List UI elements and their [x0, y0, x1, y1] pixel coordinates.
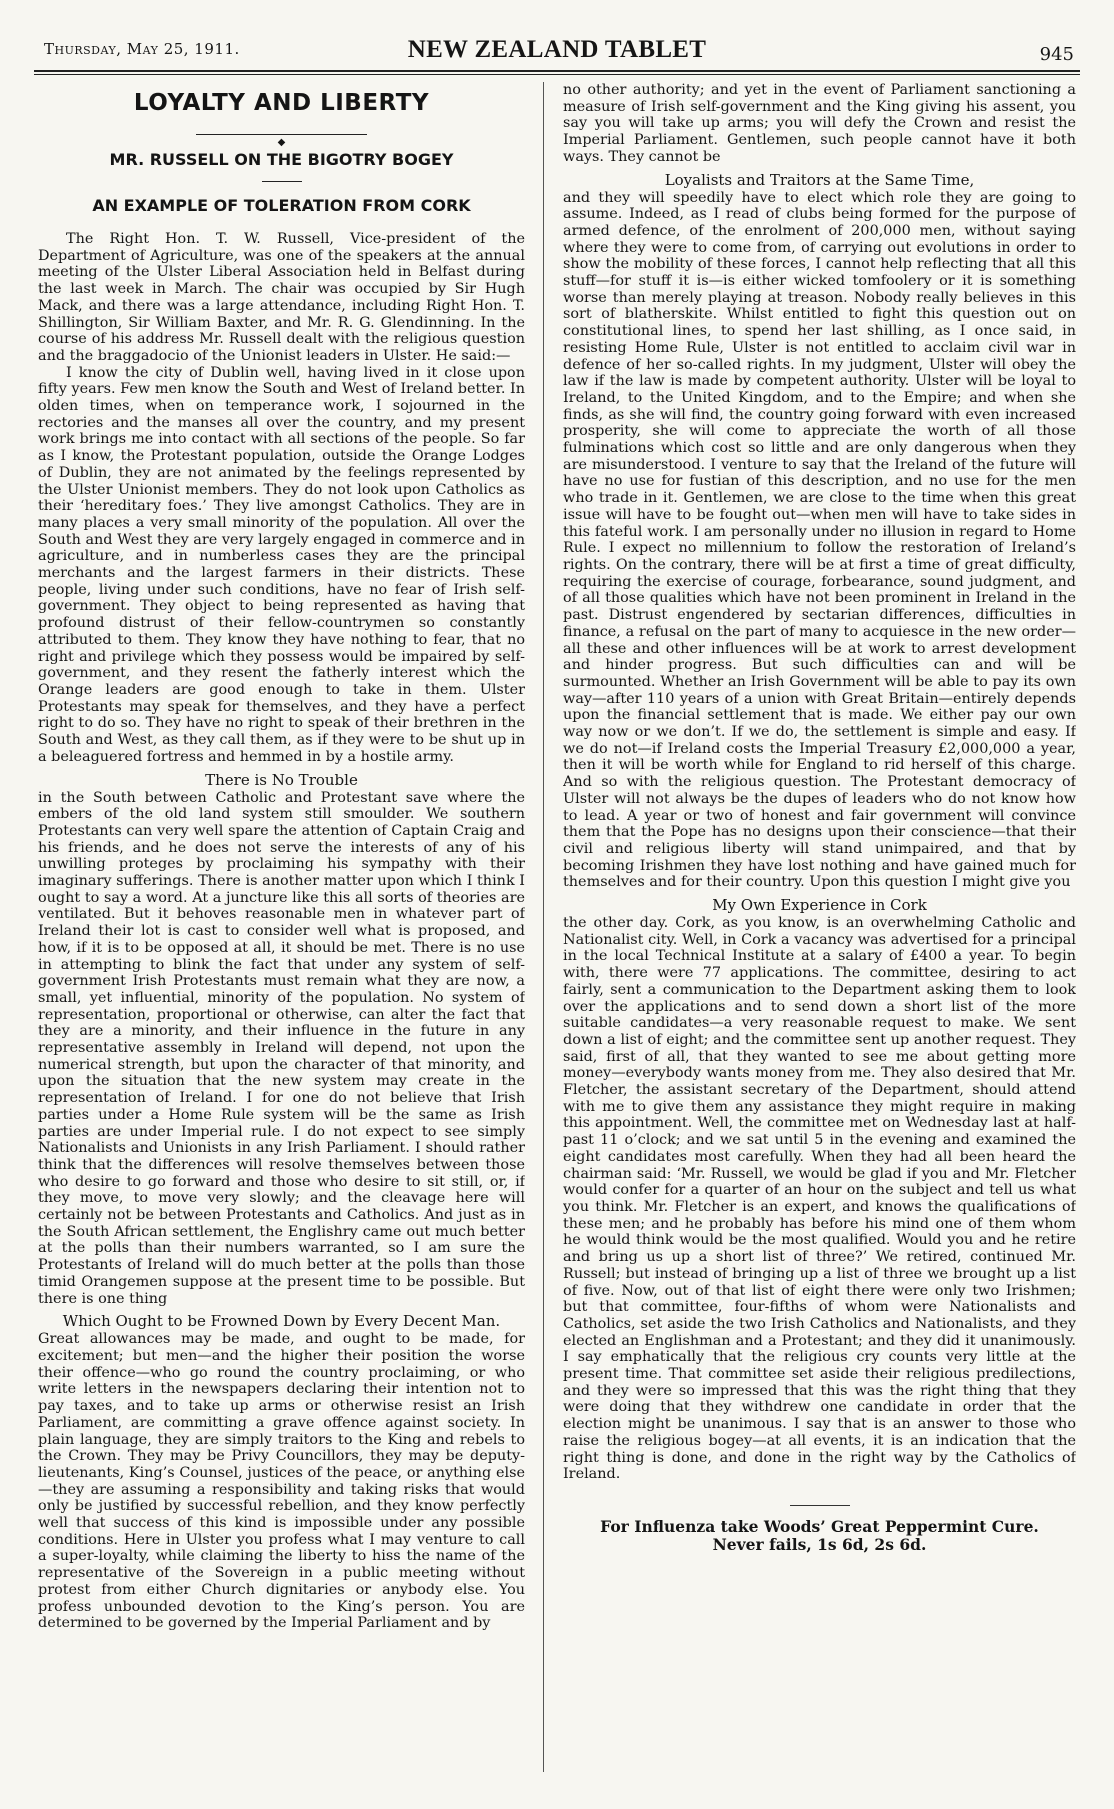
column-divider	[543, 82, 544, 1772]
advert-line-price: Never fails, 1s 6d, 2s 6d.	[712, 1534, 927, 1554]
header-rule-thin	[34, 74, 1080, 75]
issue-date: Thursday, May 25, 1911.	[44, 40, 240, 58]
paragraph: the other day. Cork, as you know, is an overwhelming Catholic and Nationalist city. Well, in Cork a vacancy was advertised for a principal in the local Technical Institute at a salary of £400 a year. To begin with, there were 77 applications. The committee, desiring to act fairly, sent a communication to the Department asking them to look over the applications and to send down a short list of the more suitable candidates—a very reasonable request to make. We sent down a list of eight; and the committee sent up another request. They said, first of all, that they wanted to see me about getting more money—everybody wants money from me. They also desired that Mr. Fletcher, the assistant secretary of the Department, should attend with me to give them any assistance they might require in making this appointment. Well, the committee met on Wednesday last at half-past 11 o’clock; and we sat until 5 in the evening and examined the eight candidates most carefully. When they had all been heard the chairman said: ‘Mr. Russell, we would be glad if you and Mr. Fletcher would confer for a quarter of an hour on the subject and tell us what you think. Mr. Fletcher is an expert, and knows the qualifications of these men; and he probably has before his mind one of them whom he would think would be the most qualified. Would you and he retire and bring us up a short list of three?’ We retired, continued Mr. Russell; but instead of bringing up a list of three we brought up a list of five. Now, out of that list of eight there were only two Irishmen; but that committee, four-fifths of whom were Nationalists and Catholics, set aside the two Irish Catholics and Nationalists, and they elected an Englishman and a Protestant; and they did it unanimously. I say emphatically that the religious cry counts very little at the present time. That committee set aside their religious predilections, and they were so impressed that this was the right thing that they were doing that they withdrew one candidate in order that the election might be unanimous. I say that is an answer to those who raise the religious bogey—at all events, it is an indication that the right thing is done, and done in the right way by the Catholics of Ireland.	[563, 915, 1076, 1483]
paragraph: no other authority; and yet in the event of Parliament sanctioning a measure of Irish self-government and the King giving his assent, you say you will take up arms; you will defy the Crown and resist the Imperial Parliament. Gentlemen, such people cannot have it both ways. They cannot be	[563, 82, 1076, 165]
header-rule	[34, 70, 1080, 72]
left-column	[38, 82, 525, 1777]
paragraph: The Right Hon. T. W. Russell, Vice-president of the Department of Agriculture, was one of the speakers at the annual meeting of the Ulster Liberal Association held in Belfast during the last week in March. The chair was occupied by Sir Hugh Mack, and there was a large attendance, including Right Hon. T. Shillington, Sir William Baxter, and Mr. R. G. Glendinning. In the course of his address Mr. Russell dealt with the religious question and the braggadocio of the Unionist leaders in Ulster. He said:—	[38, 231, 525, 364]
paragraph: Great allowances may be made, and ought to be made, for excitement; but men—and the higher their position the worse their offence—who go round the country proclaiming, or who write letters in the newspapers declaring their intention not to pay taxes, and to take up arms or otherwise resist an Irish Parliament, are committing a grave offence against society. In plain language, they are simply traitors to the King and rebels to the Crown. They may be Privy Councillors, they may be deputy-lieutenants, King’s Counsel, justices of the peace, or anything else—they are assuming a responsibility and taking risks that would only be justified by successful rebellion, and they know perfectly well that success of this kind is impossible under any possible conditions. Here in Ulster you profess what I may venture to call a super-loyalty, while claiming the liberty to hiss the name of the representative of the Sovereign in a public meeting without protest from either Church dignitaries or anybody else. You profess unbounded devotion to the King’s person. You are determined to be governed by the Imperial Parliament and by	[38, 1331, 525, 1632]
article-title: LOYALTY AND LIBERTY	[133, 90, 430, 116]
section-heading: There is No Trouble	[205, 770, 358, 789]
page-header	[34, 30, 1080, 72]
article-subtitle: MR. RUSSELL ON THE BIGOTRY BOGEY	[109, 150, 454, 169]
paragraph: I know the city of Dublin well, having lived in it close upon fifty years. Few men know the South and West of Ireland better. In olden times, when on temperance work, I sojourned in the rectories and the manses all over the country, and my present work brings me into contact with all sections of the people. So far as I know, the Protestant population, outside the Orange Lodges of Dublin, they are not animated by the feelings represented by the Ulster Unionist members. They do not look upon Catholics as their ‘hereditary foes.’ They live amongst Catholics. They are in many places a very small minority of the population. All over the South and West they are very largely engaged in commerce and in agriculture, and in numberless cases they are the principal merchants and the largest farmers in their districts. These people, living under such conditions, have no fear of Irish self-government. They object to being represented as having that profound distrust of their fellow-countrymen so constantly attributed to them. They know they have nothing to fear, that no right and privilege which they possess would be impaired by self-government, and they resent the fatherly interest which the Orange leaders are good enough to take in them. Ulster Protestants may speak for themselves, and they have a perfect right to do so. They have no right to speak of their brethren in the South and West, as they call them, as if they were to be shut up in a beleaguered fortress and hemmed in by a hostile army.	[38, 364, 525, 765]
title-ornament	[38, 130, 525, 148]
subtitle-rule	[262, 181, 302, 182]
page-number: 945	[1039, 44, 1074, 65]
paragraph: and they will speedily have to elect which role they are going to assume. Indeed, as I read of clubs being formed for the purpose of armed defence, of the enrolment of 200,000 men, without saying where they were to come from, of carrying out evolutions in order to show the mobility of these forces, I cannot help reflecting that all this stuff—for stuff it is—is either wicked tomfoolery or it is something worse than merely playing at treason. Nobody really believes in this sort of blatherskite. Whilst entitled to fight this question out on constitutional lines, to spend her last shilling, as I once said, in resisting Home Rule, Ulster is not entitled to acclaim civil war in defence of her so-called rights. In my judgment, Ulster will obey the law if the law is made by competent authority. Ulster will be loyal to Ireland, to the United Kingdom, and to the Empire; and when she finds, as she will find, the country going forward with even increased prosperity, she will come to appreciate the worth of all those fulminations which cost so little and are only dangerous when they are misunderstood. I venture to say that the Ireland of the future will have no use for fustian of this description, and no use for the men who trade in it. Gentlemen, we are close to the time when this great issue will have to be fought out—when men will have to take sides in this fateful work. I am personally under no illusion in regard to Home Rule. I expect no millennium to follow the restoration of Ireland’s rights. On the contrary, there will be at first a time of great difficulty, requiring the exercise of courage, forbearance, sound judgment, and of all those qualities which have not been prominent in Ireland in the past. Distrust engendered by sectarian differences, difficulties in finance, a refusal on the part of many to acquiesce in the new order—all these and other influences will be at work to arrest development and hinder progress. But such difficulties can and will be surmounted. Whether an Irish Government will be able to pay its own way—after 110 years of a union with Great Britain—entirely depends upon the financial settlement that is made. We either pay our own way now or we don’t. If we do, the settlement is simple and easy. If we do not—if Ireland costs the Imperial Treasury £2,000,000 a year, then it will be worth while for England to rid herself of this charge. And so with the religious question. The Protestant democracy of Ulster will not always be the dupes of leaders who do not know how to lead. A year or two of honest and fair government will convince them that the Pope has no designs upon their conscience—that their civil and religious liberty will stand unimpaired, and that by becoming Irishmen they have lost nothing and have gained much for themselves and for their country. Upon this question I might give you	[563, 189, 1076, 891]
advert-rule	[790, 1505, 850, 1506]
section-heading: Loyalists and Traitors at the Same Time,	[664, 170, 975, 189]
right-column	[563, 82, 1076, 1777]
section-heading: My Own Experience in Cork	[712, 896, 927, 915]
paragraph: in the South between Catholic and Protestant save where the embers of the old land system still smoulder. We southern Protestants can very well spare the attention of Captain Craig and his friends, and he does not serve the interests of any of his unwilling proteges by proclaiming his sympathy with their imaginary sufferings. There is another matter upon which I think I ought to say a word. At a juncture like this all sorts of theories are ventilated. But it behoves reasonable men in whatever part of Ireland their lot is cast to consider well what is proposed, and how, if it is to be opposed at all, it should be met. There is no use in attempting to blink the fact that under any system of self-government Irish Protestants must remain what they are now, a small, yet influential, minority of the population. No system of representation, proportional or otherwise, can alter the fact that they are a minority, and their influence in the future in any representative assembly in Ireland will depend, not upon the numerical strength, but upon the character of that minority, and upon the situation that the new system may create in the representation of Ireland. I for one do not believe that Irish parties under a Home Rule system will be the same as Irish parties are under Imperial rule. I do not expect to see simply Nationalists and Unionists in any Irish Parliament. I should rather think that the differences will resolve themselves between those who desire to go forward and those who desire to sit still, or, if they move, to move very slowly; and the cleavage here will certainly not be between Protestants and Catholics. And just as in the South African settlement, the Englishry came out much better at the polls than their numbers warranted, so I am sure the Protestants of Ireland will do much better at the polls than those timid Orangemen suppose at the present time to be possible. But there is one thing	[38, 789, 525, 1307]
diamond-icon: ◆	[272, 137, 292, 148]
article-subtitle-2: AN EXAMPLE OF TOLERATION FROM CORK	[92, 196, 471, 215]
section-heading: Which Ought to be Frowned Down by Every Decent Man.	[62, 1312, 501, 1331]
masthead: NEW ZEALAND TABLET	[407, 36, 707, 63]
advert-line: For Influenza take Woods’ Great Peppermint Cure.	[600, 1516, 1039, 1536]
